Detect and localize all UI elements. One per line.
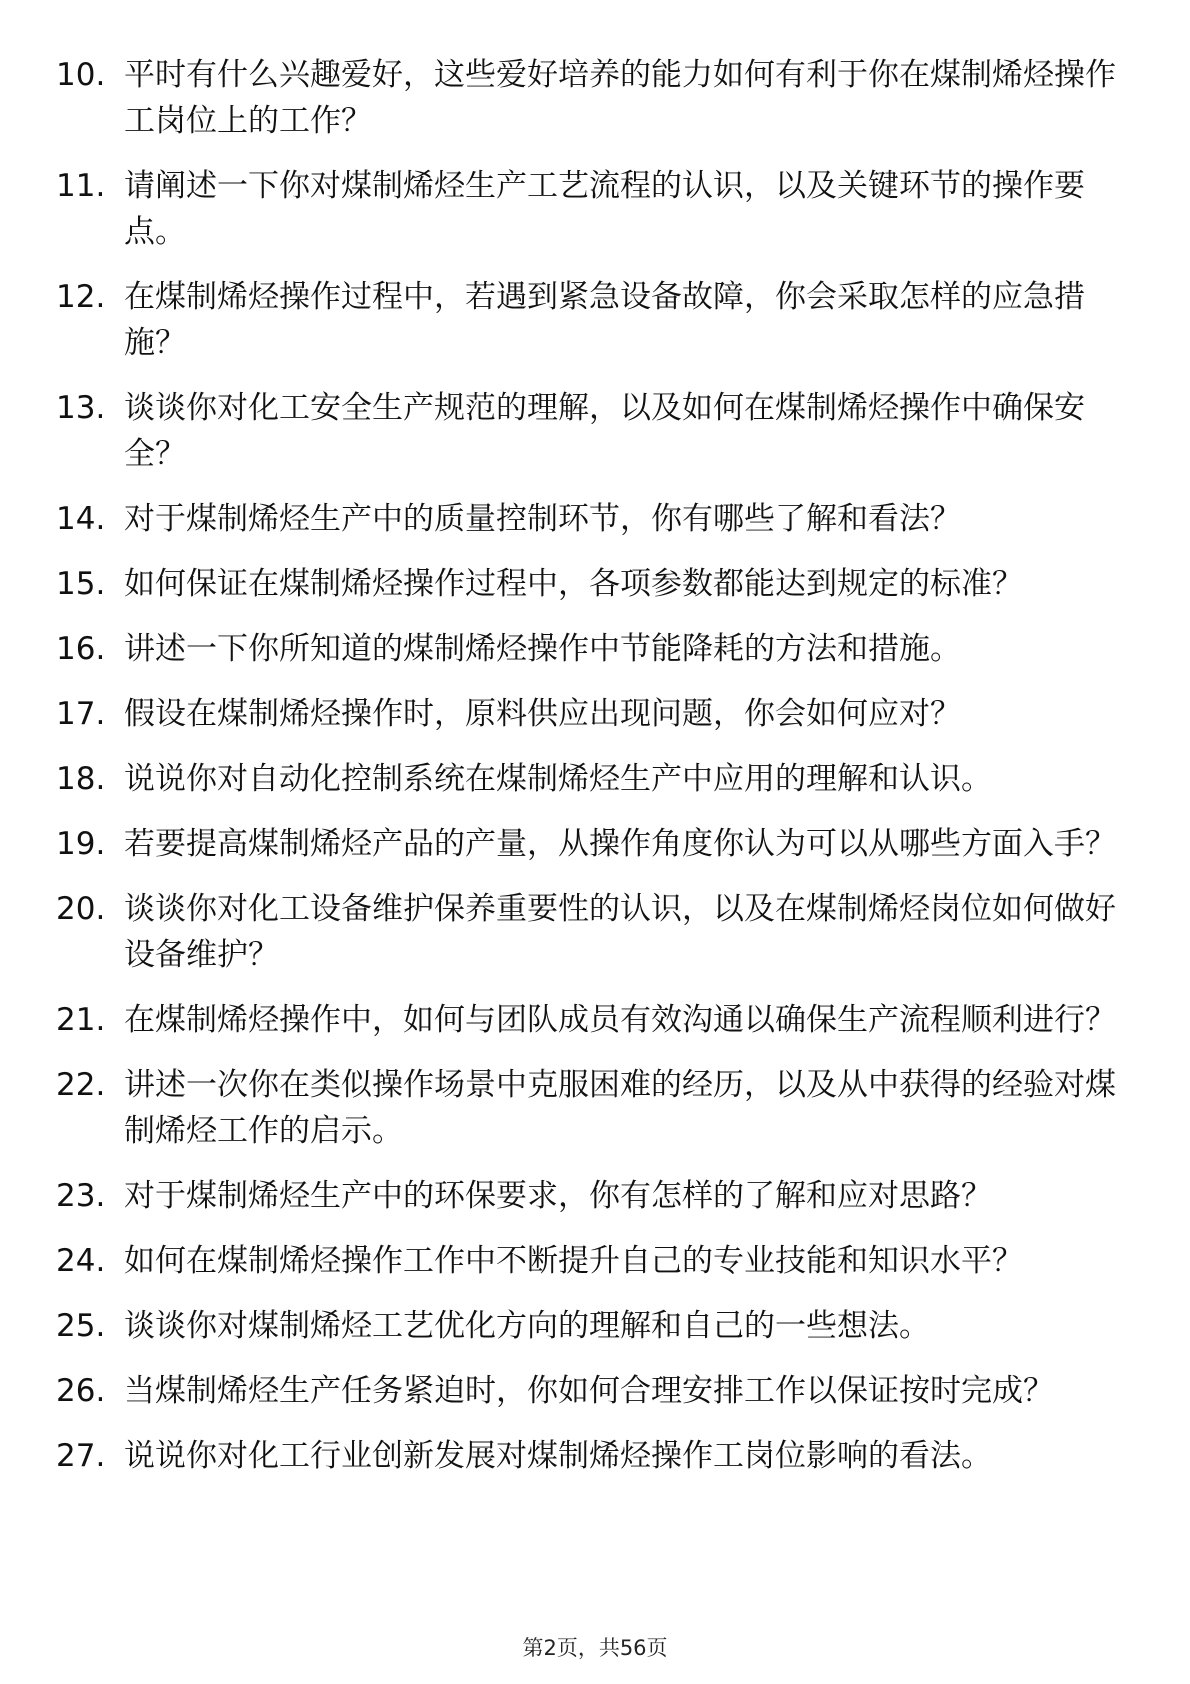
page-footer: 第2页，共56页 <box>522 1636 668 1660</box>
question-number: 16. <box>56 631 106 667</box>
question-text: 谈谈你对化工设备维护保养重要性的认识，以及在煤制烯烃岗位如何做好设备维护？ <box>124 891 1116 973</box>
question-text: 对于煤制烯烃生产中的质量控制环节，你有哪些了解和看法？ <box>124 501 961 537</box>
question-number: 20. <box>56 891 106 927</box>
question-text: 在煤制烯烃操作中，如何与团队成员有效沟通以确保生产流程顺利进行？ <box>124 1002 1116 1038</box>
question-number: 23. <box>56 1178 106 1214</box>
question-item <box>56 626 1116 672</box>
question-text: 平时有什么兴趣爱好，这些爱好培养的能力如何有利于你在煤制烯烃操作工岗位上的工作？ <box>124 57 1116 139</box>
question-number: 15. <box>56 566 106 602</box>
question-text: 讲述一下你所知道的煤制烯烃操作中节能降耗的方法和措施。 <box>124 631 961 667</box>
question-item <box>56 691 1116 737</box>
question-number: 21. <box>56 1002 106 1038</box>
question-item <box>56 385 1116 477</box>
question-item <box>56 1303 1116 1349</box>
question-text: 假设在煤制烯烃操作时，原料供应出现问题，你会如何应对？ <box>124 696 961 732</box>
question-number: 24. <box>56 1243 106 1279</box>
question-text: 如何在煤制烯烃操作工作中不断提升自己的专业技能和知识水平？ <box>124 1243 1023 1279</box>
question-item <box>56 886 1116 978</box>
question-item <box>56 163 1116 255</box>
question-list <box>56 52 1116 1498</box>
question-item <box>56 496 1116 542</box>
question-item <box>56 561 1116 607</box>
question-text: 在煤制烯烃操作过程中，若遇到紧急设备故障，你会采取怎样的应急措施？ <box>124 279 1085 361</box>
question-item <box>56 1173 1116 1219</box>
question-text: 如何保证在煤制烯烃操作过程中，各项参数都能达到规定的标准？ <box>124 566 1023 602</box>
question-text: 讲述一次你在类似操作场景中克服困难的经历，以及从中获得的经验对煤制烯烃工作的启示。 <box>124 1067 1116 1149</box>
question-item <box>56 1368 1116 1414</box>
question-number: 11. <box>56 168 106 204</box>
question-number: 13. <box>56 390 106 426</box>
question-number: 25. <box>56 1308 106 1344</box>
question-number: 27. <box>56 1438 106 1474</box>
question-text: 说说你对自动化控制系统在煤制烯烃生产中应用的理解和认识。 <box>124 761 992 797</box>
question-number: 10. <box>56 57 106 93</box>
question-number: 19. <box>56 826 106 862</box>
question-text: 请阐述一下你对煤制烯烃生产工艺流程的认识，以及关键环节的操作要点。 <box>124 168 1085 250</box>
question-number: 22. <box>56 1067 106 1103</box>
question-item <box>56 1238 1116 1284</box>
question-text: 谈谈你对化工安全生产规范的理解，以及如何在煤制烯烃操作中确保安全？ <box>124 390 1085 472</box>
question-item <box>56 821 1116 867</box>
question-number: 18. <box>56 761 106 797</box>
question-text: 当煤制烯烃生产任务紧迫时，你如何合理安排工作以保证按时完成？ <box>124 1373 1054 1409</box>
question-item <box>56 274 1116 366</box>
question-number: 17. <box>56 696 106 732</box>
question-number: 26. <box>56 1373 106 1409</box>
question-number: 12. <box>56 279 106 315</box>
question-text: 谈谈你对煤制烯烃工艺优化方向的理解和自己的一些想法。 <box>124 1308 930 1344</box>
question-item <box>56 1433 1116 1479</box>
question-number: 14. <box>56 501 106 537</box>
question-item <box>56 997 1116 1043</box>
question-item <box>56 52 1116 144</box>
question-text: 若要提高煤制烯烃产品的产量，从操作角度你认为可以从哪些方面入手？ <box>124 826 1116 862</box>
question-text: 说说你对化工行业创新发展对煤制烯烃操作工岗位影响的看法。 <box>124 1438 992 1474</box>
question-text: 对于煤制烯烃生产中的环保要求，你有怎样的了解和应对思路？ <box>124 1178 992 1214</box>
question-item <box>56 1062 1116 1154</box>
question-item <box>56 756 1116 802</box>
